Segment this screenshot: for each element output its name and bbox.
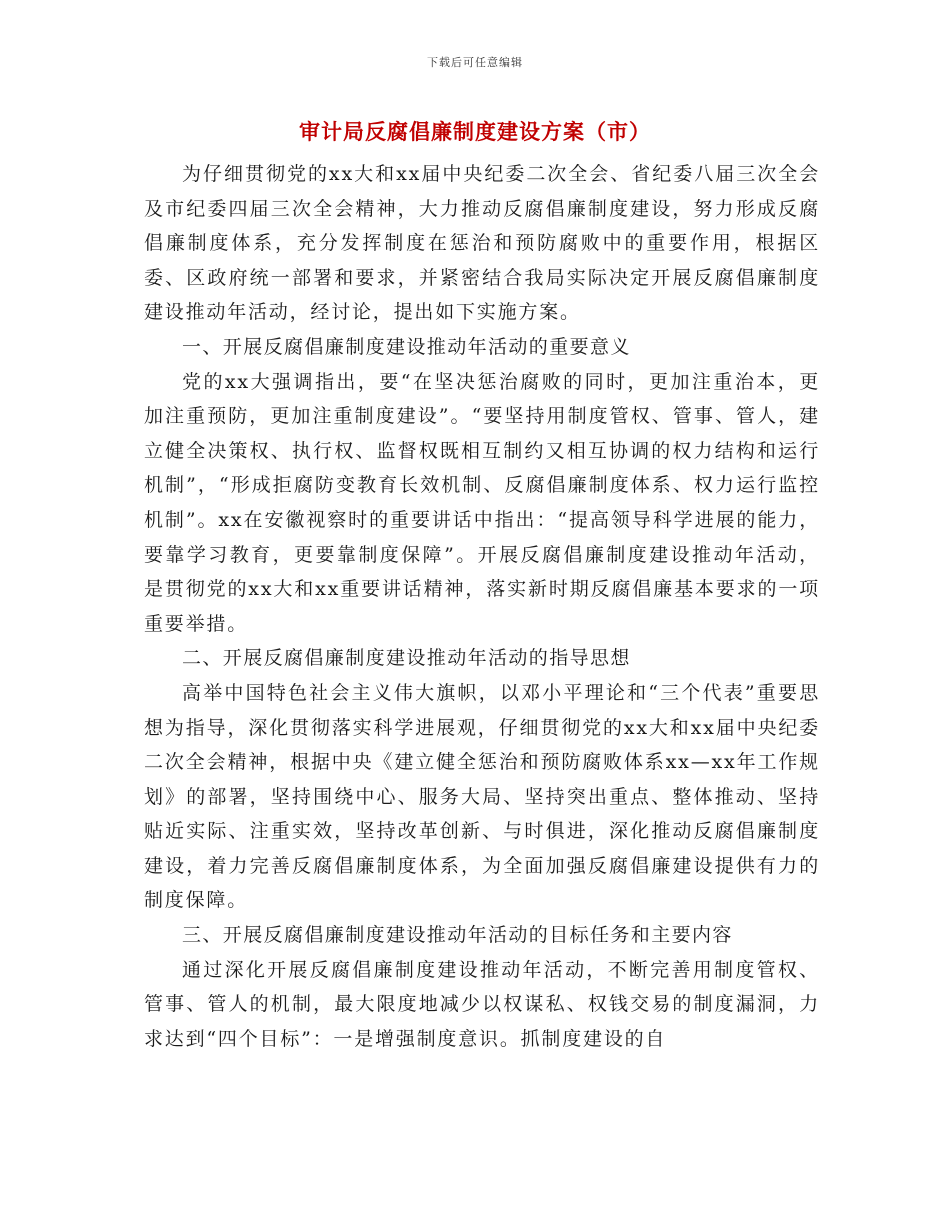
document-body bbox=[144, 157, 820, 1056]
paragraph-intro: 为仔细贯彻党的xx大和xx届中央纪委二次全会、省纪委八届三次全会及市纪委四届三次全会精神，大力推动反腐倡廉制度建设，努力形成反腐倡廉制度体系，充分发挥制度在惩治和预防腐败中的重要作用，根据区委、区政府统一部署和要求，并紧密结合我局实际决定开展反腐倡廉制度建设推动年活动，经讨论，提出如下实施方案。 bbox=[144, 163, 820, 324]
section-heading-goals: 三、开展反腐倡廉制度建设推动年活动的目标任务和主要内容 bbox=[182, 924, 733, 947]
paragraph-goals: 通过深化开展反腐倡廉制度建设推动年活动，不断完善用制度管权、管事、管人的机制，最大限度地减少以权谋私、权钱交易的制度漏洞，力求达到“四个目标”：一是增强制度意识。抓制度建设的自 bbox=[144, 958, 820, 1050]
paragraph-significance: 党的xx大强调指出，要“在坚决惩治腐败的同时，更加注重治本，更加注重预防，更加注重制度建设”。“要坚持用制度管权、管事、管人，建立健全决策权、执行权、监督权既相互制约又相互协调的权力结构和运行机制”，“形成拒腐防变教育长效机制、反腐倡廉制度体系、权力运行监控机制”。xx在安徽视察时的重要讲话中指出：“提高领导科学进展的能力，要靠学习教育，更要靠制度保障”。开展反腐倡廉制度建设推动年活动，是贯彻党的xx大和xx重要讲话精神，落实新时期反腐倡廉基本要求的一项重要举措。 bbox=[144, 370, 820, 635]
section-heading-significance: 一、开展反腐倡廉制度建设推动年活动的重要意义 bbox=[182, 335, 631, 358]
page-header-note: 下载后可任意编辑 bbox=[427, 56, 523, 69]
document-title: 审计局反腐倡廉制度建设方案（市） bbox=[299, 119, 651, 144]
section-heading-guiding-ideology: 二、开展反腐倡廉制度建设推动年活动的指导思想 bbox=[182, 647, 631, 670]
paragraph-guiding-ideology: 高举中国特色社会主义伟大旗帜，以邓小平理论和“三个代表”重要思想为指导，深化贯彻落实科学进展观，仔细贯彻党的xx大和xx届中央纪委二次全会精神，根据中央《建立健全惩治和预防腐败体系xx—xx年工作规划》的部署，坚持围绕中心、服务大局、坚持突出重点、整体推动、坚持贴近实际、注重实效，坚持改革创新、与时俱进，深化推动反腐倡廉制度建设，着力完善反腐倡廉制度体系，为全面加强反腐倡廉建设提供有力的制度保障。 bbox=[144, 681, 820, 912]
